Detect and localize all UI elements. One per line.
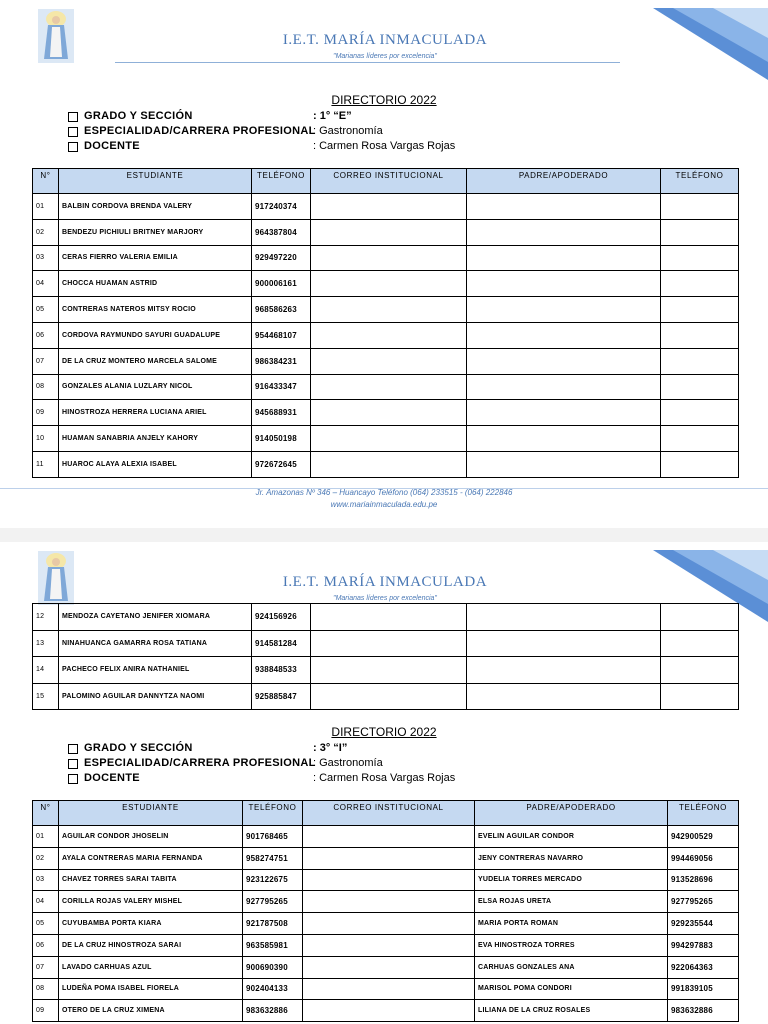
- directory-title: DIRECTORIO 2022: [331, 725, 437, 739]
- parent-name: [467, 683, 661, 710]
- parent-name: [467, 451, 661, 477]
- row-number: 06: [33, 322, 59, 348]
- table-row: [33, 630, 739, 657]
- checkbox-bullet: [68, 744, 78, 754]
- parent-phone: [661, 297, 739, 323]
- student-phone: 986384231: [252, 348, 311, 374]
- parent-phone: 927795265: [668, 891, 739, 913]
- table-row: [33, 374, 739, 400]
- parent-name: [467, 400, 661, 426]
- table-row: [33, 956, 739, 978]
- institutional-email: [303, 956, 475, 978]
- institutional-email: [311, 426, 467, 452]
- info-label: GRADO Y SECCIÓN: [84, 110, 193, 122]
- table-row: [33, 245, 739, 271]
- student-name: AGUILAR CONDOR JHOSELIN: [59, 826, 243, 848]
- student-phone: 900690390: [243, 956, 303, 978]
- student-name: HUAROC ALAYA ALEXIA ISABEL: [59, 451, 252, 477]
- institutional-email: [303, 869, 475, 891]
- info-value: : 1° “E”: [313, 110, 352, 122]
- student-name: CHAVEZ TORRES SARAI TABITA: [59, 869, 243, 891]
- student-phone: 968586263: [252, 297, 311, 323]
- row-number: 09: [33, 1000, 59, 1022]
- parent-phone: [661, 451, 739, 477]
- row-number: 03: [33, 869, 59, 891]
- school-motto: "Marianas líderes por excelencia": [333, 595, 437, 602]
- info-value: : Gastronomía: [313, 125, 383, 137]
- parent-name: CARHUAS GONZALES ANA: [475, 956, 668, 978]
- col-header-parent: PADRE/APODERADO: [475, 801, 668, 826]
- student-phone: 927795265: [243, 891, 303, 913]
- row-number: 05: [33, 297, 59, 323]
- institutional-email: [303, 978, 475, 1000]
- row-number: 06: [33, 934, 59, 956]
- col-header-number: N°: [33, 801, 59, 826]
- directory-table-1-continued: [32, 603, 739, 710]
- student-name: DE LA CRUZ HINOSTROZA SARAI: [59, 934, 243, 956]
- table-row: [33, 869, 739, 891]
- parent-phone: 922064363: [668, 956, 739, 978]
- student-phone: 924156926: [252, 604, 311, 631]
- student-name: OTERO DE LA CRUZ XIMENA: [59, 1000, 243, 1022]
- directory-title: DIRECTORIO 2022: [331, 93, 437, 107]
- student-phone: 916433347: [252, 374, 311, 400]
- parent-name: [467, 219, 661, 245]
- parent-phone: [661, 630, 739, 657]
- parent-name: [467, 630, 661, 657]
- parent-phone: [661, 322, 739, 348]
- student-name: DE LA CRUZ MONTERO MARCELA SALOME: [59, 348, 252, 374]
- row-number: 10: [33, 426, 59, 452]
- row-number: 01: [33, 826, 59, 848]
- table-row: [33, 297, 739, 323]
- parent-phone: [661, 374, 739, 400]
- parent-name: YUDELIA TORRES MERCADO: [475, 869, 668, 891]
- col-header-student: ESTUDIANTE: [59, 169, 252, 194]
- row-number: 13: [33, 630, 59, 657]
- parent-phone: [661, 604, 739, 631]
- table-row: [33, 604, 739, 631]
- parent-phone: 929235544: [668, 913, 739, 935]
- parent-phone: [661, 657, 739, 684]
- directory-table-1: [32, 168, 739, 478]
- parent-name: EVELIN AGUILAR CONDOR: [475, 826, 668, 848]
- institutional-email: [303, 1000, 475, 1022]
- col-header-email: CORREO INSTITUCIONAL: [311, 169, 467, 194]
- student-name: AYALA CONTRERAS MARIA FERNANDA: [59, 847, 243, 869]
- table-row: [33, 426, 739, 452]
- parent-name: [467, 194, 661, 220]
- parent-name: ELSA ROJAS URETA: [475, 891, 668, 913]
- checkbox-bullet: [68, 759, 78, 769]
- institutional-email: [311, 451, 467, 477]
- table-row: [33, 271, 739, 297]
- parent-phone: [661, 271, 739, 297]
- table-row: [33, 400, 739, 426]
- institutional-email: [311, 630, 467, 657]
- info-value: : Gastronomía: [313, 757, 383, 769]
- student-name: CONTRERAS NATEROS MITSY ROCIO: [59, 297, 252, 323]
- institutional-email: [311, 374, 467, 400]
- table-row: [33, 657, 739, 684]
- institutional-email: [311, 604, 467, 631]
- table-row: [33, 826, 739, 848]
- student-name: CERAS FIERRO VALERIA EMILIA: [59, 245, 252, 271]
- info-label: ESPECIALIDAD/CARRERA PROFESIONAL: [84, 125, 316, 137]
- student-name: LAVADO CARHUAS AZUL: [59, 956, 243, 978]
- table-row: [33, 348, 739, 374]
- checkbox-bullet: [68, 112, 78, 122]
- table-row: [33, 847, 739, 869]
- checkbox-bullet: [68, 127, 78, 137]
- institutional-email: [303, 826, 475, 848]
- school-name: I.E.T. MARÍA INMACULADA: [282, 574, 488, 590]
- parent-phone: [661, 683, 739, 710]
- institutional-email: [311, 400, 467, 426]
- student-name: CORDOVA RAYMUNDO SAYURI GUADALUPE: [59, 322, 252, 348]
- row-number: 01: [33, 194, 59, 220]
- corner-decoration: [653, 0, 768, 80]
- student-phone: 945688931: [252, 400, 311, 426]
- school-name: I.E.T. MARÍA INMACULADA: [282, 32, 488, 48]
- info-label: DOCENTE: [84, 140, 140, 152]
- info-label: DOCENTE: [84, 772, 140, 784]
- student-name: HUAMAN SANABRIA ANJELY KAHORY: [59, 426, 252, 452]
- student-name: HINOSTROZA HERRERA LUCIANA ARIEL: [59, 400, 252, 426]
- parent-name: [467, 271, 661, 297]
- institutional-email: [303, 934, 475, 956]
- page-separator: [0, 528, 768, 542]
- row-number: 03: [33, 245, 59, 271]
- institutional-email: [311, 245, 467, 271]
- checkbox-bullet: [68, 142, 78, 152]
- footer-website: www.mariainmaculada.edu.pe: [330, 500, 438, 509]
- col-header-number: N°: [33, 169, 59, 194]
- student-name: BALBIN CORDOVA BRENDA VALERY: [59, 194, 252, 220]
- table-row: [33, 1000, 739, 1022]
- virgin-mary-logo: [38, 551, 74, 605]
- institutional-email: [311, 297, 467, 323]
- table-row: [33, 219, 739, 245]
- parent-name: [467, 348, 661, 374]
- student-phone: 964387804: [252, 219, 311, 245]
- table-row: [33, 322, 739, 348]
- parent-name: JENY CONTRERAS NAVARRO: [475, 847, 668, 869]
- parent-phone: [661, 219, 739, 245]
- institutional-email: [311, 194, 467, 220]
- col-header-email: CORREO INSTITUCIONAL: [303, 801, 475, 826]
- institutional-email: [303, 913, 475, 935]
- student-phone: 923122675: [243, 869, 303, 891]
- table-row: [33, 913, 739, 935]
- institutional-email: [311, 348, 467, 374]
- row-number: 12: [33, 604, 59, 631]
- parent-name: [467, 374, 661, 400]
- parent-phone: 913528696: [668, 869, 739, 891]
- info-label: GRADO Y SECCIÓN: [84, 742, 193, 754]
- row-number: 07: [33, 956, 59, 978]
- parent-name: MARIA PORTA ROMAN: [475, 913, 668, 935]
- student-name: CORILLA ROJAS VALERY MISHEL: [59, 891, 243, 913]
- student-phone: 958274751: [243, 847, 303, 869]
- student-phone: 914581284: [252, 630, 311, 657]
- institutional-email: [303, 891, 475, 913]
- institutional-email: [311, 657, 467, 684]
- student-name: NINAHUANCA GAMARRA ROSA TATIANA: [59, 630, 252, 657]
- student-phone: 929497220: [252, 245, 311, 271]
- col-header-phone: TELÉFONO: [243, 801, 303, 826]
- parent-phone: 991839105: [668, 978, 739, 1000]
- info-value: : Carmen Rosa Vargas Rojas: [313, 772, 456, 784]
- parent-phone: [661, 194, 739, 220]
- table-row: [33, 451, 739, 477]
- student-phone: 900006161: [252, 271, 311, 297]
- row-number: 07: [33, 348, 59, 374]
- row-number: 05: [33, 913, 59, 935]
- parent-phone: [661, 400, 739, 426]
- footer-address: Jr. Amazonas Nº 346 – Huancayo Teléfono (064) 233515 - (064) 222846: [255, 488, 513, 497]
- header-divider: [115, 62, 620, 63]
- parent-name: [467, 245, 661, 271]
- student-name: MENDOZA CAYETANO JENIFER XIOMARA: [59, 604, 252, 631]
- row-number: 11: [33, 451, 59, 477]
- parent-name: EVA HINOSTROZA TORRES: [475, 934, 668, 956]
- parent-name: [467, 426, 661, 452]
- row-number: 04: [33, 271, 59, 297]
- parent-name: [467, 322, 661, 348]
- student-phone: 917240374: [252, 194, 311, 220]
- table-row: [33, 194, 739, 220]
- table-row: [33, 683, 739, 710]
- student-phone: 925885847: [252, 683, 311, 710]
- col-header-student: ESTUDIANTE: [59, 801, 243, 826]
- student-phone: 902404133: [243, 978, 303, 1000]
- row-number: 15: [33, 683, 59, 710]
- row-number: 09: [33, 400, 59, 426]
- col-header-parent-phone: TELÉFONO: [668, 801, 739, 826]
- student-phone: 914050198: [252, 426, 311, 452]
- institutional-email: [311, 683, 467, 710]
- institutional-email: [311, 322, 467, 348]
- table-row: [33, 891, 739, 913]
- student-phone: 963585981: [243, 934, 303, 956]
- student-name: CUYUBAMBA PORTA KIARA: [59, 913, 243, 935]
- parent-phone: 994297883: [668, 934, 739, 956]
- parent-phone: [661, 348, 739, 374]
- parent-phone: 994469056: [668, 847, 739, 869]
- parent-phone: 983632886: [668, 1000, 739, 1022]
- parent-name: LILIANA DE LA CRUZ ROSALES: [475, 1000, 668, 1022]
- row-number: 04: [33, 891, 59, 913]
- col-header-phone: TELÉFONO: [252, 169, 311, 194]
- student-name: BENDEZU PICHIULI BRITNEY MARJORY: [59, 219, 252, 245]
- info-label: ESPECIALIDAD/CARRERA PROFESIONAL: [84, 757, 316, 769]
- parent-name: [467, 604, 661, 631]
- institutional-email: [311, 219, 467, 245]
- table-header-row: [33, 801, 739, 826]
- row-number: 02: [33, 847, 59, 869]
- parent-phone: [661, 426, 739, 452]
- row-number: 02: [33, 219, 59, 245]
- student-phone: 983632886: [243, 1000, 303, 1022]
- student-phone: 954468107: [252, 322, 311, 348]
- table-row: [33, 978, 739, 1000]
- student-phone: 972672645: [252, 451, 311, 477]
- parent-name: MARISOL POMA CONDORI: [475, 978, 668, 1000]
- student-name: GONZALES ALANIA LUZLARY NICOL: [59, 374, 252, 400]
- directory-table-2: [32, 800, 739, 1022]
- parent-name: [467, 657, 661, 684]
- student-name: PALOMINO AGUILAR DANNYTZA NAOMI: [59, 683, 252, 710]
- info-value: : Carmen Rosa Vargas Rojas: [313, 140, 456, 152]
- school-motto: "Marianas líderes por excelencia": [333, 53, 437, 60]
- student-phone: 938848533: [252, 657, 311, 684]
- student-phone: 921787508: [243, 913, 303, 935]
- parent-phone: 942900529: [668, 826, 739, 848]
- row-number: 08: [33, 978, 59, 1000]
- row-number: 08: [33, 374, 59, 400]
- col-header-parent: PADRE/APODERADO: [467, 169, 661, 194]
- institutional-email: [311, 271, 467, 297]
- table-row: [33, 934, 739, 956]
- col-header-parent-phone: TELÉFONO: [661, 169, 739, 194]
- student-name: PACHECO FELIX ANIRA NATHANIEL: [59, 657, 252, 684]
- student-phone: 901768465: [243, 826, 303, 848]
- student-name: CHOCCA HUAMAN ASTRID: [59, 271, 252, 297]
- checkbox-bullet: [68, 774, 78, 784]
- institutional-email: [303, 847, 475, 869]
- row-number: 14: [33, 657, 59, 684]
- parent-name: [467, 297, 661, 323]
- student-name: LUDEÑA POMA ISABEL FIORELA: [59, 978, 243, 1000]
- info-value: : 3° “I”: [313, 742, 348, 754]
- table-header-row: [33, 169, 739, 194]
- virgin-mary-logo: [38, 9, 74, 63]
- parent-phone: [661, 245, 739, 271]
